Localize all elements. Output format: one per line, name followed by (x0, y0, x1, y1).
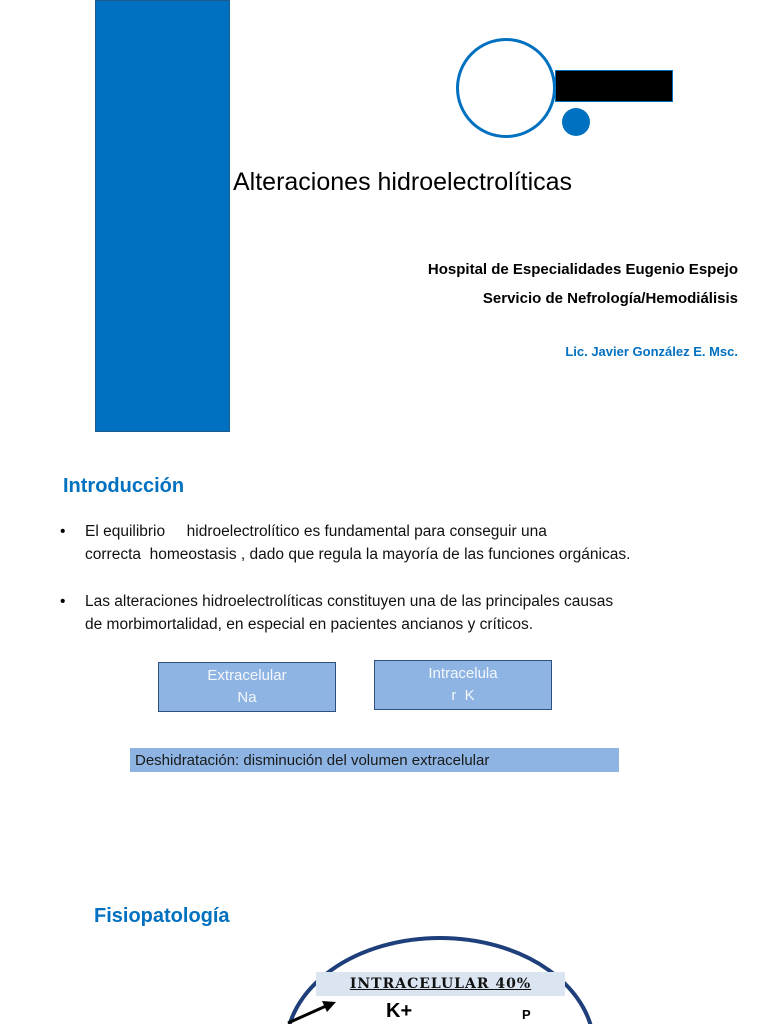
bullet-item (60, 520, 720, 566)
intro-heading: Introducción (63, 475, 185, 497)
box-line: r K (451, 687, 475, 704)
decorative-black-bar (555, 70, 673, 102)
bullet-line: Las alteraciones hidroelectrolíticas constituyen una de las principales causas (85, 593, 614, 610)
bullet-line: El equilibrio hidroelectrolítico es fundamental para conseguir una (85, 523, 547, 540)
box-line: Na (237, 689, 257, 706)
physio-heading: Fisiopatología (94, 905, 230, 927)
bullet-glyph: • (60, 523, 66, 540)
bullet-glyph: • (60, 593, 66, 610)
potassium-label: K+ (386, 1000, 413, 1022)
box-line: Extracelular (207, 667, 287, 684)
phosphorus-label: P (522, 1007, 531, 1022)
dehydration-banner: Deshidratación: disminución del volumen extracelular (130, 748, 619, 772)
decorative-ring (456, 38, 556, 138)
service-name: Servicio de Nefrología/Hemodiálisis (482, 290, 738, 307)
presentation-title: Alteraciones hidroelectrolíticas (233, 168, 573, 196)
institution-name: Hospital de Especialidades Eugenio Espejo (427, 261, 738, 278)
intracellular-label: INTRACELULAR 40% (316, 972, 565, 996)
intracellular-box (374, 660, 552, 710)
decorative-dot (562, 108, 590, 136)
author-name: Lic. Javier González E. Msc. (565, 344, 738, 359)
bullet-line: correcta homeostasis , dado que regula la mayoría de las funciones orgánicas. (85, 546, 631, 563)
bullet-line: de morbimortalidad, en especial en pacientes ancianos y críticos. (85, 616, 534, 633)
title-side-bar (95, 0, 230, 432)
extracellular-box (158, 662, 336, 712)
box-line: Intracelula (428, 665, 498, 682)
bullet-item (60, 590, 720, 636)
